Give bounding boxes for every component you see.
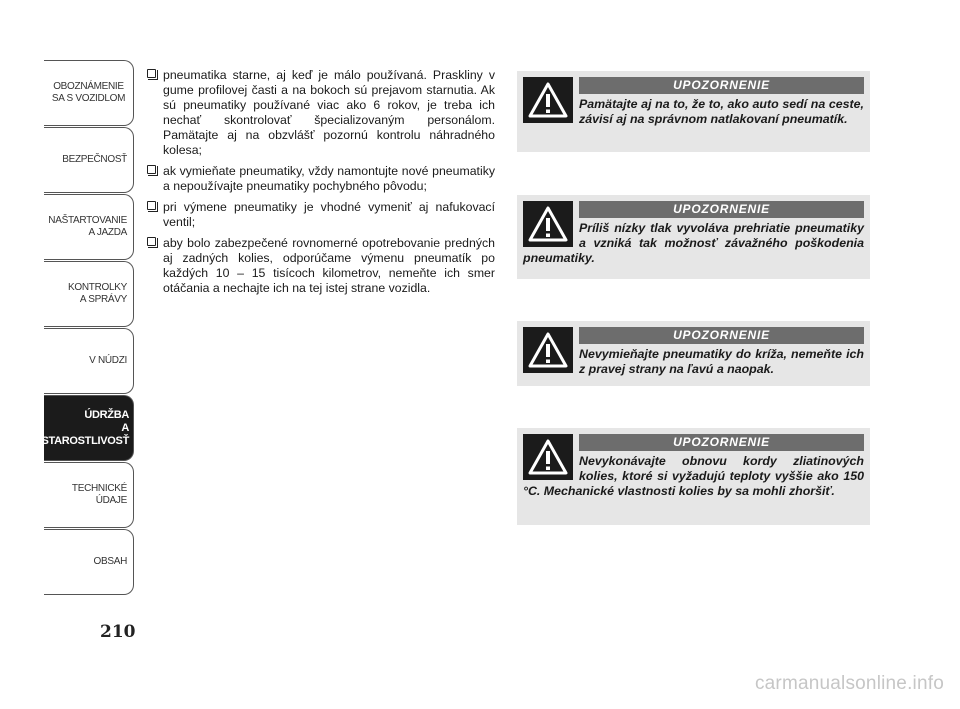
warning-box <box>517 71 870 152</box>
warning-text: Príliš nízky tlak vyvoláva prehriatie pneumatiky a vzniká tak možnosť závažného poškodenia pneumatiky. <box>523 221 864 265</box>
chapter-tabs <box>41 60 134 595</box>
warning-box <box>517 195 870 279</box>
tab-v-nudzi[interactable] <box>44 328 134 394</box>
tab-obsah[interactable] <box>44 529 134 595</box>
warning-triangle-icon <box>523 201 573 247</box>
list-item-text: aby bolo zabezpečené rovnomerné opotrebovanie predných aj zadných kolies, odporúčame výmenu pneumatík po každých 10 – 15 tisícoch kilometrov, nemeňte ich smer otáčania a nechajte ich na tej istej strane vozidla. <box>163 236 495 295</box>
list-item <box>147 200 495 230</box>
warning-header: UPOZORNENIE <box>579 77 864 94</box>
list-item-text: pri výmene pneumatiky je vhodné vymeniť aj nafukovací ventil; <box>163 200 495 229</box>
list-item-text: pneumatika starne, aj keď je málo používaná. Praskliny v gume profilovej časti a na bokoch sú prejavom starnutia. Ak sú pneumatiky používané viac ako 6 rokov, je treba ich nechať skontrolovať špecializovaným personálom. Pamätajte aj na obzvlášť pozornú kontrolu náhradného kolesa; <box>163 68 495 157</box>
warning-box <box>517 321 870 386</box>
tab-bezpecnost[interactable] <box>44 127 134 193</box>
list-item <box>147 68 495 158</box>
checkbox-bullet-icon <box>147 165 156 174</box>
warning-box <box>517 428 870 525</box>
page-number: 210 <box>100 622 136 642</box>
checkbox-bullet-icon <box>147 237 156 246</box>
list-item <box>147 164 495 194</box>
tab-label: V NÚDZI <box>89 355 127 366</box>
tab-label: ÚDRŽBA A STAROSTLIVOSŤ <box>41 408 130 447</box>
tab-oboznamenie[interactable] <box>44 60 134 126</box>
warning-header: UPOZORNENIE <box>579 434 864 451</box>
tab-label: NAŠTARTOVANIE A JAZDA <box>48 215 127 238</box>
list-item-text: ak vymieňate pneumatiky, vždy namontujte nové pneumatiky a nepoužívajte pneumatiky pochybného pôvodu; <box>163 164 495 193</box>
list-item <box>147 236 495 296</box>
warning-text: Pamätajte aj na to, že to, ako auto sedí na ceste, závisí aj na správnom natlakovaní pneumatík. <box>579 97 864 126</box>
tab-label: TECHNICKÉ ÚDAJE <box>71 483 127 506</box>
warning-text: Nevymieňajte pneumatiky do kríža, nemeňte ich z pravej strany na ľavú a naopak. <box>579 347 864 376</box>
warning-triangle-icon <box>523 434 573 480</box>
tab-technicke-udaje[interactable] <box>44 462 134 528</box>
tab-label: OBOZNÁMENIE SA S VOZIDLOM <box>51 81 126 104</box>
tab-udrzba[interactable] <box>41 395 134 461</box>
tab-nastartovanie[interactable] <box>44 194 134 260</box>
tab-label: OBSAH <box>93 556 127 567</box>
checkbox-bullet-icon <box>147 201 156 210</box>
tab-label: KONTROLKY A SPRÁVY <box>68 282 127 305</box>
checkbox-bullet-icon <box>147 69 156 78</box>
tire-care-list <box>147 68 495 302</box>
warning-text: Nevykonávajte obnovu kordy zliatinových kolies, ktoré si vyžadujú teploty vyššie ako 150 °C. Mechanické vlastnosti kolies by sa mohli zhoršiť. <box>523 454 864 498</box>
warning-header: UPOZORNENIE <box>579 201 864 218</box>
warning-triangle-icon <box>523 327 573 373</box>
tab-label: BEZPEČNOSŤ <box>62 154 127 165</box>
watermark: carmanualsonline.info <box>754 673 944 694</box>
warning-triangle-icon <box>523 77 573 123</box>
warning-header: UPOZORNENIE <box>579 327 864 344</box>
tab-kontrolky[interactable] <box>44 261 134 327</box>
